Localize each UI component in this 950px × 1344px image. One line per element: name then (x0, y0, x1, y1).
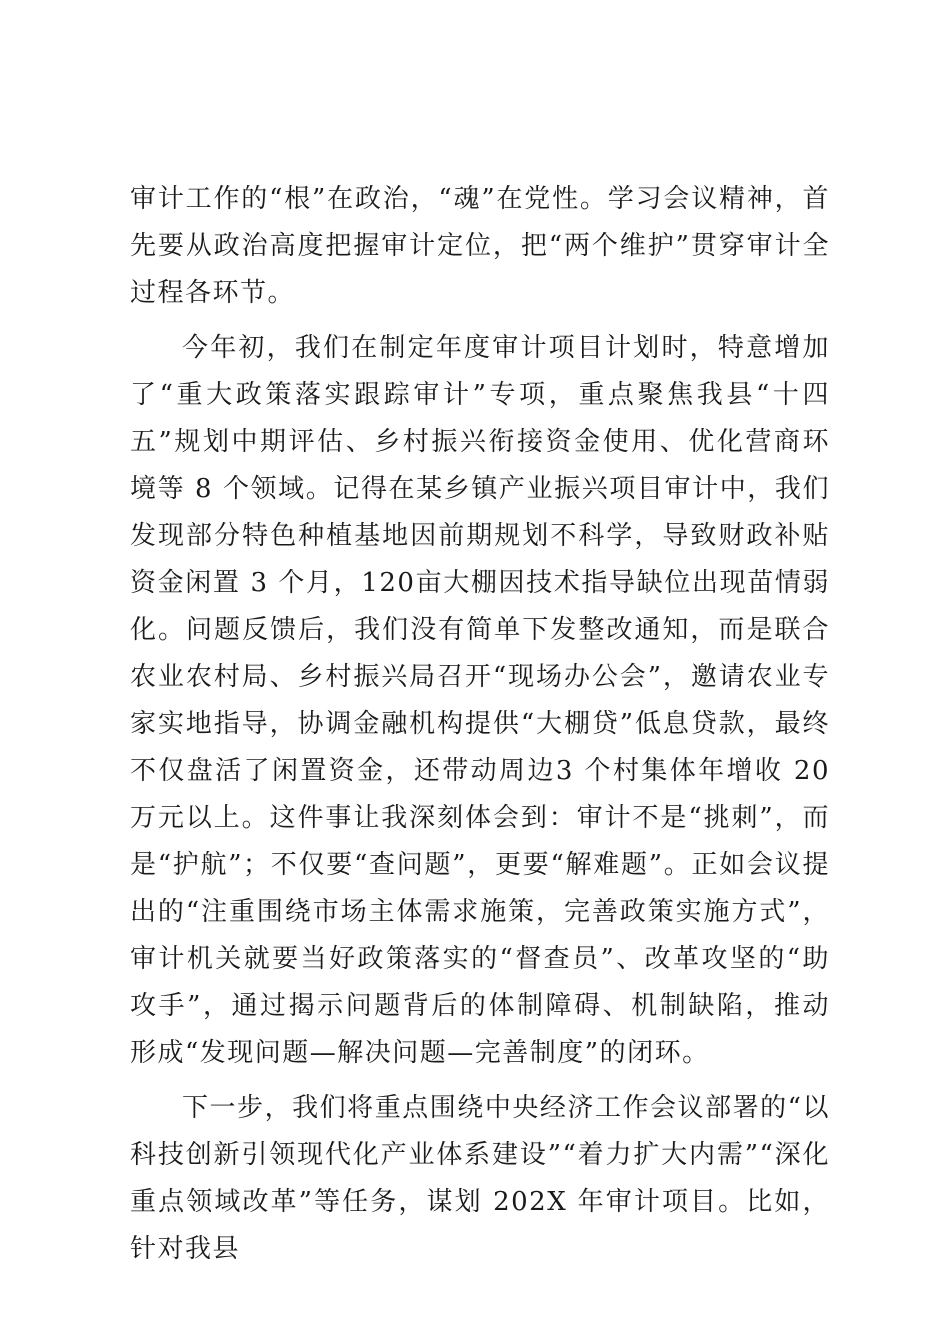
document-body (130, 176, 830, 1273)
paragraph-audit-case: 今年初，我们在制定年度审计项目计划时，特意增加了“重大政策落实跟踪审计”专项，重点聚焦我县“十四五”规划中期评估、乡村振兴衔接资金使用、优化营商环境等 8 个领域。记得在某乡镇产业振兴项目审计中，我们发现部分特色种植基地因前期规划不科学，导致财政补贴资金闲置 3 个月，120亩大棚因技术指导缺位出现苗情弱化。问题反馈后，我们没有简单下发整改通知，而是联合农业农村局、乡村振兴局召开“现场办公会”，邀请农业专家实地指导，协调金融机构提供“大棚贷”低息贷款，最终不仅盘活了闲置资金，还带动周边3 个村集体年增收 20 万元以上。这件事让我深刻体会到：审计不是“挑刺”，而是“护航”；不仅要“查问题”，更要“解难题”。正如会议提出的“注重围绕市场主体需求施策，完善政策实施方式”，审计机关就要当好政策落实的“督查员”、改革攻坚的“助攻手”，通过揭示问题背后的体制障碍、机制缺陷，推动形成“发现问题—解决问题—完善制度”的闭环。 (130, 333, 830, 1068)
paragraph-next-steps: 下一步，我们将重点围绕中央经济工作会议部署的“以科技创新引领现代化产业体系建设”“着力扩大内需”“深化重点领域改革”等任务，谋划 202X 年审计项目。比如，针对我县 (130, 1093, 830, 1264)
paragraph-continued: 审计工作的“根”在政治，“魂”在党性。学习会议精神，首先要从政治高度把握审计定位，把“两个维护”贯穿审计全过程各环节。 (130, 184, 830, 308)
